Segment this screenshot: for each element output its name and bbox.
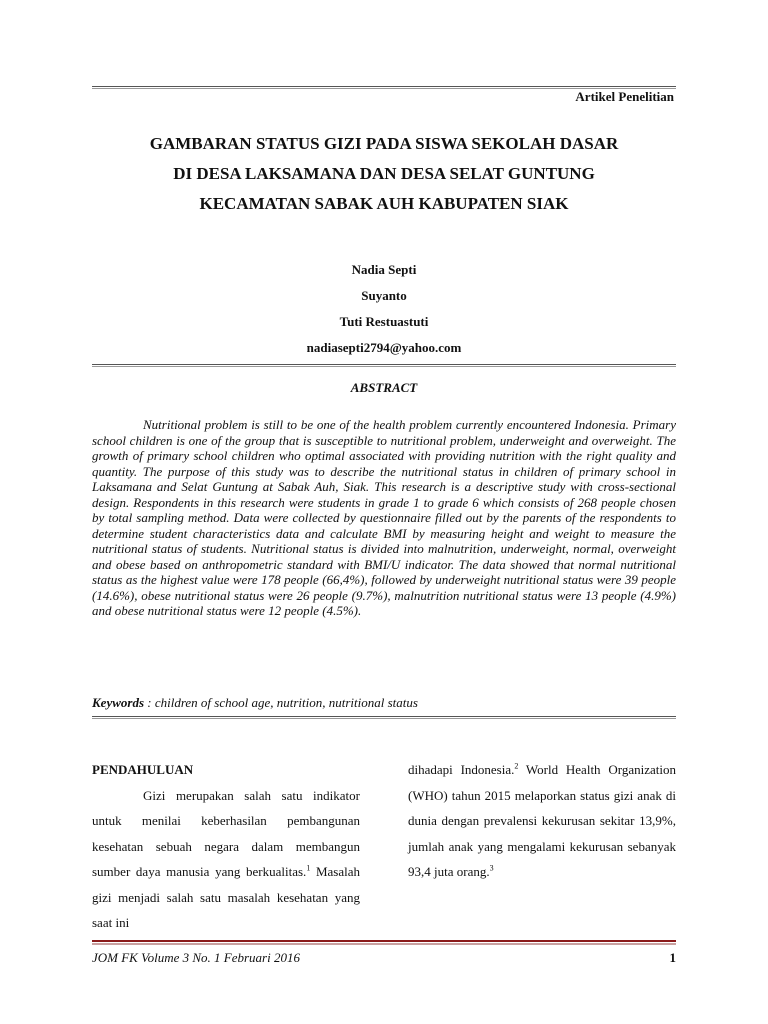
citation-ref: 2 xyxy=(514,761,519,771)
section-heading: PENDAHULUAN xyxy=(92,762,194,777)
intro-paragraph-cont xyxy=(408,757,676,885)
abstract-heading: ABSTRACT xyxy=(350,380,418,395)
title-line-1: GAMBARAN STATUS GIZI PADA SISWA SEKOLAH DASAR xyxy=(149,134,619,153)
author-name: Nadia Septi xyxy=(351,262,417,277)
right-column xyxy=(408,757,676,885)
keywords-rule xyxy=(92,716,676,717)
abstract-body: Nutritional problem is still to be one of the health problem currently encountered Indonesia. Primary school children is one of the group that is susceptible to nutritional problem, underweight and overweight. The growth of primary school children who optimal associated with providing nutrition with the right quality and quantity. The purpose of this study was to describe the nutritional status in children of primary school in Laksamana and Selat Guntung at Sabak Auh, Siak. This research is a descriptive study with cross-sectional design. Respondents in this research were students in grade 1 to grade 6 which consists of 268 people chosen by total sampling method. Data were collected by questionnaire filled out by the parents of the respondents to determine student characteristics data and calculate BMI by measuring height and weight to measure the nutritional status of students. Nutritional status is divided into malnutrition, underweight, normal, overweight and obese based on anthropometric standard with BMI/U indicator. The data showed that normal nutritional status as the highest value were 178 people (66,4%), followed by underweight nutritional status were 39 people (14.6%), obese nutritional status were 26 people (9.7%), malnutrition nutritional status were 13 people (4.9%) and obese nutritional status were 12 people (4.5%). xyxy=(92,417,676,618)
header-rule xyxy=(92,86,676,87)
title-line-3: KECAMATAN SABAK AUH KABUPATEN SIAK xyxy=(199,194,569,213)
keywords-line xyxy=(92,695,676,711)
intro-text: Gizi merupakan salah satu indikator untuk menilai keberhasilan pembangunan kesehatan sebuah negara dalam membangun sumber daya manusia yang berkualitas. xyxy=(92,787,360,879)
intro-text: dihadapi Indonesia. xyxy=(408,762,515,777)
keywords-text: : children of school age, nutrition, nutritional status xyxy=(144,695,418,710)
author-email[interactable]: nadiasepti2794@yahoo.com xyxy=(306,340,462,355)
keywords-label: Keywords xyxy=(92,695,144,710)
journal-citation: JOM FK Volume 3 No. 1 Februari 2016 xyxy=(92,950,300,965)
page-number: 1 xyxy=(669,950,676,965)
author-name: Tuti Restuastuti xyxy=(339,314,429,329)
title-line-2: DI DESA LAKSAMANA DAN DESA SELAT GUNTUNG xyxy=(173,164,595,183)
abstract-top-rule xyxy=(92,364,676,365)
article-type-label: Artikel Penelitian xyxy=(575,89,674,104)
author-name: Suyanto xyxy=(361,288,407,303)
paper-title xyxy=(92,129,676,219)
left-column xyxy=(92,757,360,936)
citation-ref: 1 xyxy=(306,863,311,873)
citation-ref: 3 xyxy=(489,863,494,873)
footer-rule xyxy=(92,940,676,942)
author-block xyxy=(92,257,676,361)
intro-paragraph xyxy=(92,783,360,936)
intro-text-cont: Masalah gizi menjadi salah satu masalah kesehatan yang saat ini xyxy=(92,864,361,930)
intro-text-cont: World Health Organization (WHO) tahun 2015 melaporkan status gizi anak di dunia dengan prevalensi kekurusan sekitar 13,9%, jumlah anak yang mengalami kekurusan sebanyak 93,4 juta orang. xyxy=(408,762,676,879)
